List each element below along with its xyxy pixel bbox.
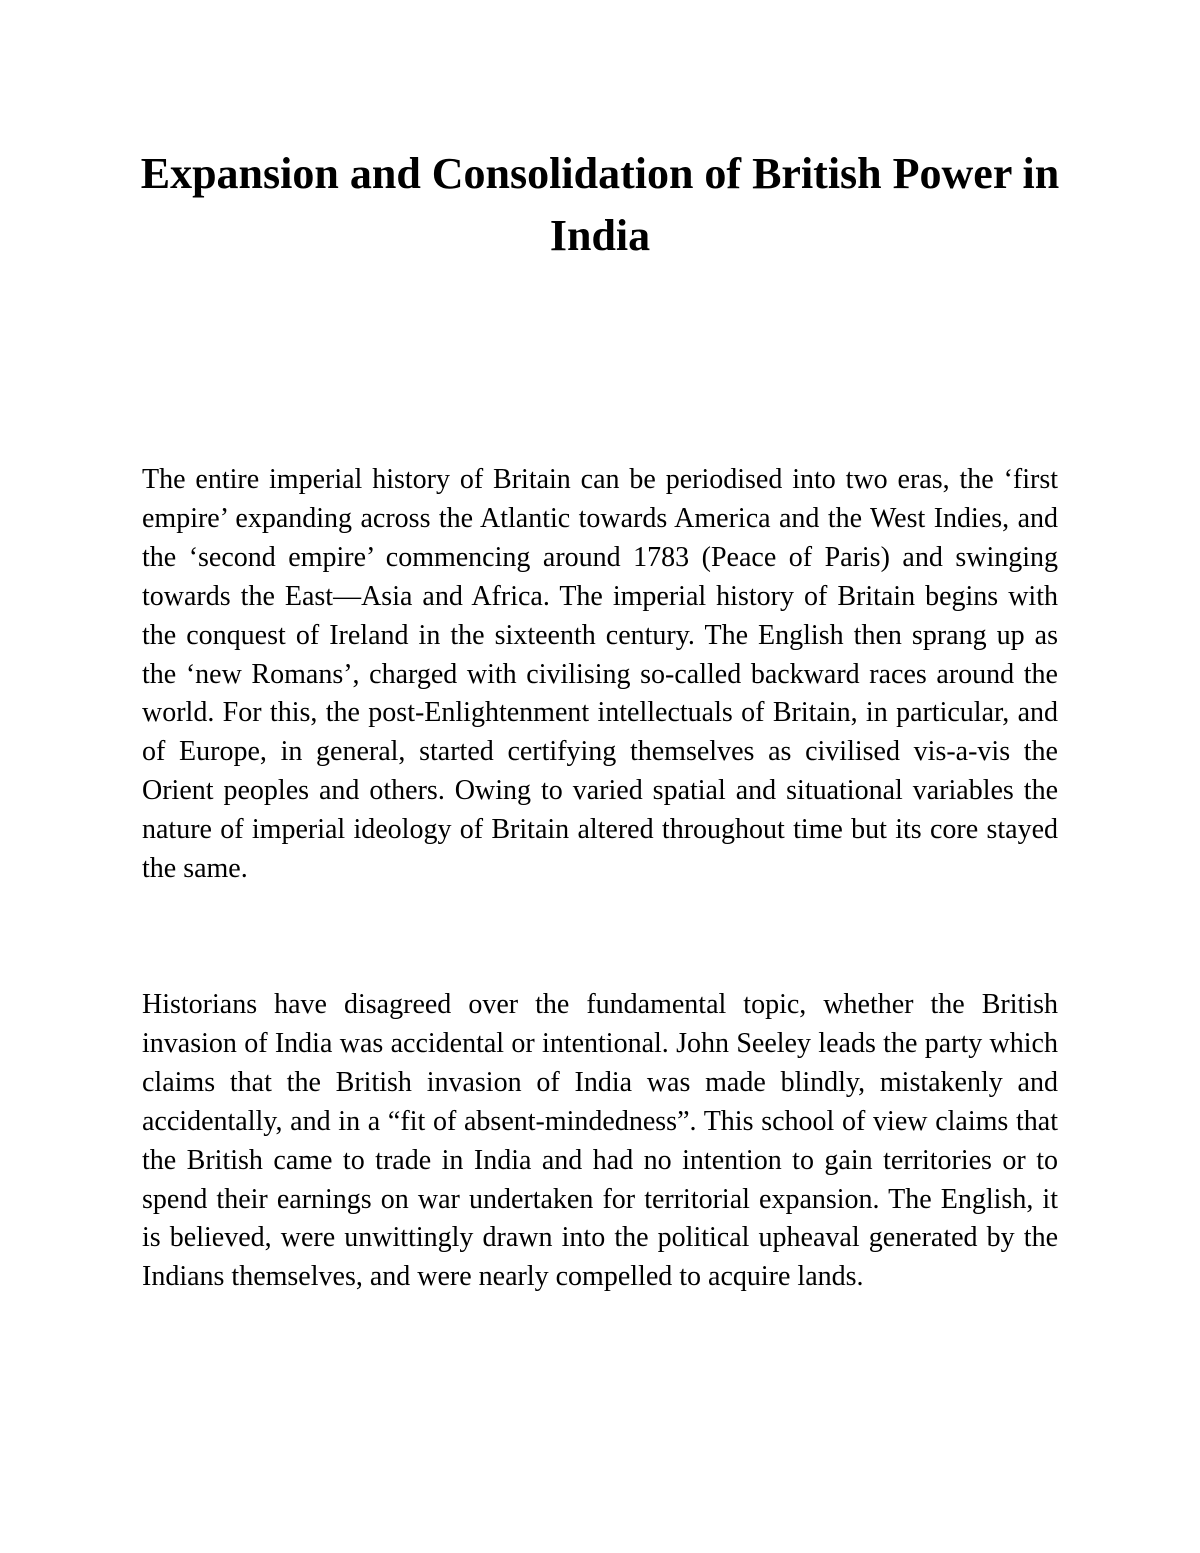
paragraph-2: Historians have disagreed over the fundamental topic, whether the British invasion of India was accidental or intentional. John Seeley leads the party which claims that the British invasion of India was made blindly, mistakenly and accidentally, and in a “fit of absent-mindedness”. This school of view claims that the British came to trade in India and had no intention to gain territories or to spend their earnings on war undertaken for territorial expansion. The English, it is believed, were unwittingly drawn into the political upheaval generated by the Indians themselves, and were nearly compelled to acquire lands. [142, 989, 1058, 1293]
paragraph-1: The entire imperial history of Britain can be periodised into two eras, the ‘first empire’ expanding across the Atlantic towards America and the West Indies, and the ‘second empire’ commencing around 1783 (Peace of Paris) and swinging towards the East—Asia and Africa. The imperial history of Britain begins with the conquest of Ireland in the sixteenth century. The English then sprang up as the ‘new Romans’, charged with civilising so-called backward races around the world. For this, the post-Enlightenment intellectuals of Britain, in particular, and of Europe, in general, started certifying themselves as civilised vis-a-vis the Orient peoples and others. Owing to varied spatial and situational variables the nature of imperial ideology of Britain altered throughout time but its core stayed the same. [142, 464, 1058, 885]
document-title: Expansion and Consolidation of British Power in India [140, 149, 1060, 260]
